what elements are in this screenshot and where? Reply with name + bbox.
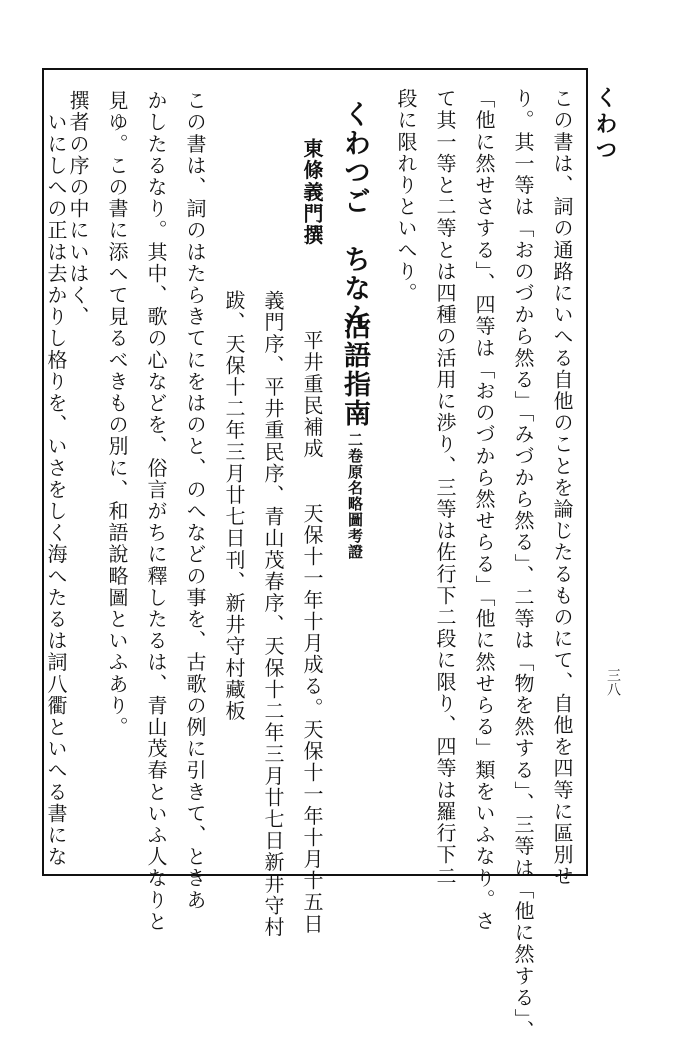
entry-author: 東條義門撰 [300,138,324,246]
para2-line-1: 平井重民補成 天保十一年十月成る。天保十一年十月十五日 [300,330,324,935]
para1-line-1: この書は、詞の通路にいへる自他のことを論じたるものにて、自他を四等に區別せ [550,88,574,888]
para3-line-1: この書は、詞のはたらきてにをはのと、のへなどの事を、古歌の例に引きて、ときあ [183,90,207,911]
para2-line-3: 跋、天保十二年三月廿七日刊、新井守村藏板 [222,290,246,722]
page-number: 三八 [605,668,621,696]
entry-title: 活語指南 [339,312,370,428]
entry-reading: くわつご ちなん [339,100,370,332]
para1-line-3: 「他に然せさする」、四等は「おのづから然せらる」「他に然せらる」類をいふなり。さ [472,88,496,932]
para1-line-4: て其一等と二等とは四種の活用に渉り、三等は佐行下二段に限り、四等は羅行下二 [433,88,457,888]
para2-line-2: 義門序、平井重民序、青山茂春序、天保十二年三月廿七日新井守村 [261,290,285,938]
para3-line-3: 見ゆ。この書に添へて見るべきもの別に、和語說略圖といふあり。 [105,90,129,738]
para3-line-4: 撰者の序の中にいはく、 [66,90,90,328]
para1-line-2: り。其一等は「おのづから然る」「みづから然る」、二等は「物を然する」、三等は「他に然する」、 [511,88,535,1042]
para1-line-5: 段に限れりといへり。 [394,88,418,304]
para3-line-5: いにしへの正は去かりし格りを、いさをしく海へたるは詞八衢といへる書にな [44,90,68,868]
entry-note: 二卷原名略圖考證 [346,432,364,560]
section-header: くわつ [592,86,618,164]
para3-line-2: かしたるなり。其中、歌の心などを、俗言がちに釋したるは、青山茂春といふ人なりと [144,90,168,933]
